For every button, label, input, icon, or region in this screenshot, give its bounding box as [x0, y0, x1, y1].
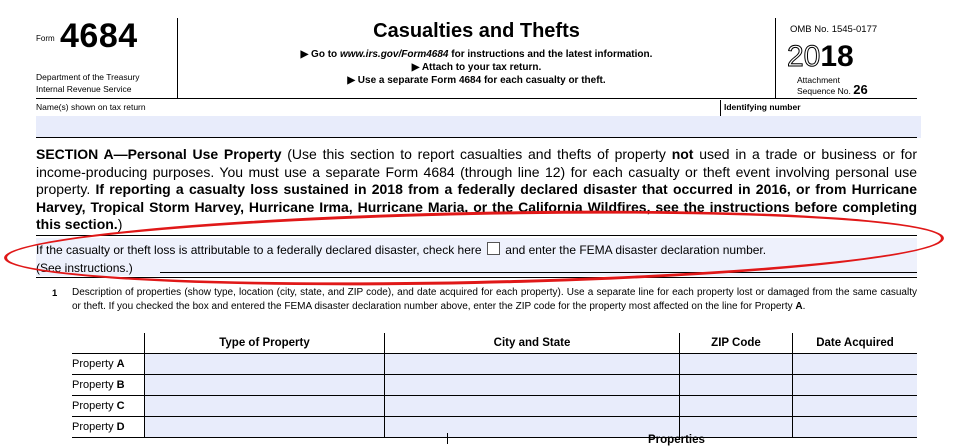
disaster-note: If reporting a casualty loss sustained in 2018 from a federally declared disaster that occurred in 2016, or from Hurricane Harvey, Tropical Storm Harvey, Hurricane Irma, Hurricane Maria, or the California Wildfires, see the instructions before completing this section.: [36, 181, 917, 232]
divider: [36, 98, 917, 99]
city-state-cell[interactable]: [385, 375, 680, 396]
date-cell[interactable]: [793, 396, 918, 417]
type-cell[interactable]: [145, 396, 385, 417]
row-label: Property A: [72, 354, 145, 375]
table-header-row: [72, 333, 917, 354]
zip-cell[interactable]: [680, 354, 793, 375]
section-a-heading: SECTION A—Personal Use Property: [36, 146, 282, 162]
table-row: [72, 354, 917, 375]
fema-question: If the casualty or theft loss is attributable to a federally declared disaster, check here and enter the FEMA disaster declaration number. (See instructions.): [36, 243, 767, 275]
line-number: 1: [52, 288, 58, 299]
city-state-cell[interactable]: [385, 396, 680, 417]
type-cell[interactable]: [145, 354, 385, 375]
identifying-number-input[interactable]: [724, 116, 921, 138]
form-title: Casualties and Thefts: [373, 20, 580, 42]
attachment-label: Attachment: [797, 75, 840, 85]
row-label: Property B: [72, 375, 145, 396]
property-table: [72, 333, 917, 438]
table-row: [72, 396, 917, 417]
properties-header: Properties: [648, 434, 705, 446]
instruction-line-3: ▶ Use a separate Form 4684 for each casualty or theft.: [347, 75, 606, 86]
zip-cell[interactable]: [680, 375, 793, 396]
line-1-description: Description of properties (show type, location (city, state, and ZIP code), and date acquired for each property). Use a separate line for each property lost or damaged from the same casualty or theft. If you checked the box and entered the FEMA disaster declaration number above, enter the ZIP code for the property most affected on the line for Property A.: [72, 287, 917, 312]
divider: [36, 137, 917, 138]
form-instructions: [178, 48, 775, 87]
sequence-label: Sequence No. 26: [797, 82, 868, 97]
section-a-description: SECTION A—Personal Use Property (Use this section to report casualties and thefts of property not used in a trade or business or for income-producing purposes. You must use a separate Form 4684 (through line 12) for each casualty or theft event involving personal use property. If reporting a casualty loss sustained in 2018 from a federally declared disaster that occurred in 2016, or from Hurricane Harvey, Tropical Storm Harvey, Hurricane Irma, Hurricane Maria, or the California Wildfires, see the instructions before completing this section.): [36, 146, 917, 232]
tax-year: [787, 42, 854, 72]
city-state-header: City and State: [385, 333, 680, 354]
city-state-cell[interactable]: [385, 354, 680, 375]
row-label: Property C: [72, 396, 145, 417]
divider: [775, 18, 776, 98]
sequence-number: 26: [853, 82, 868, 97]
form-label: Form: [36, 34, 55, 43]
divider: [447, 433, 448, 444]
department-line: Department of the Treasury: [36, 72, 140, 82]
name-label: Name(s) shown on tax return: [36, 102, 146, 112]
identifying-number-label: Identifying number: [724, 102, 801, 112]
type-of-property-header: Type of Property: [145, 333, 385, 354]
zip-code-header: ZIP Code: [680, 333, 793, 354]
date-acquired-header: Date Acquired: [793, 333, 918, 354]
agency-line: Internal Revenue Service: [36, 84, 132, 94]
omb-number: OMB No. 1545-0177: [790, 24, 878, 35]
year-bold: 18: [820, 40, 854, 73]
zip-cell[interactable]: [680, 396, 793, 417]
name-input[interactable]: [36, 116, 724, 138]
form-number: 4684: [60, 17, 138, 55]
instruction-line-2: ▶ Attach to your tax return.: [411, 62, 542, 73]
see-instructions-label: (See instructions.): [36, 261, 133, 275]
date-cell[interactable]: [793, 417, 918, 438]
city-state-cell[interactable]: [385, 417, 680, 438]
attachment-sequence: [797, 76, 868, 96]
table-row: [72, 417, 917, 438]
year-outline: 20: [787, 40, 821, 73]
date-cell[interactable]: [793, 354, 918, 375]
date-cell[interactable]: [793, 375, 918, 396]
type-cell[interactable]: [145, 417, 385, 438]
irs-link[interactable]: www.irs.gov/Form4684: [339, 49, 449, 60]
instruction-line-1: ▶ Go to www.irs.gov/Form4684 for instructions and the latest information.: [300, 49, 653, 60]
type-cell[interactable]: [145, 375, 385, 396]
department-block: [36, 71, 139, 95]
table-row: [72, 375, 917, 396]
row-label: Property D: [72, 417, 145, 438]
